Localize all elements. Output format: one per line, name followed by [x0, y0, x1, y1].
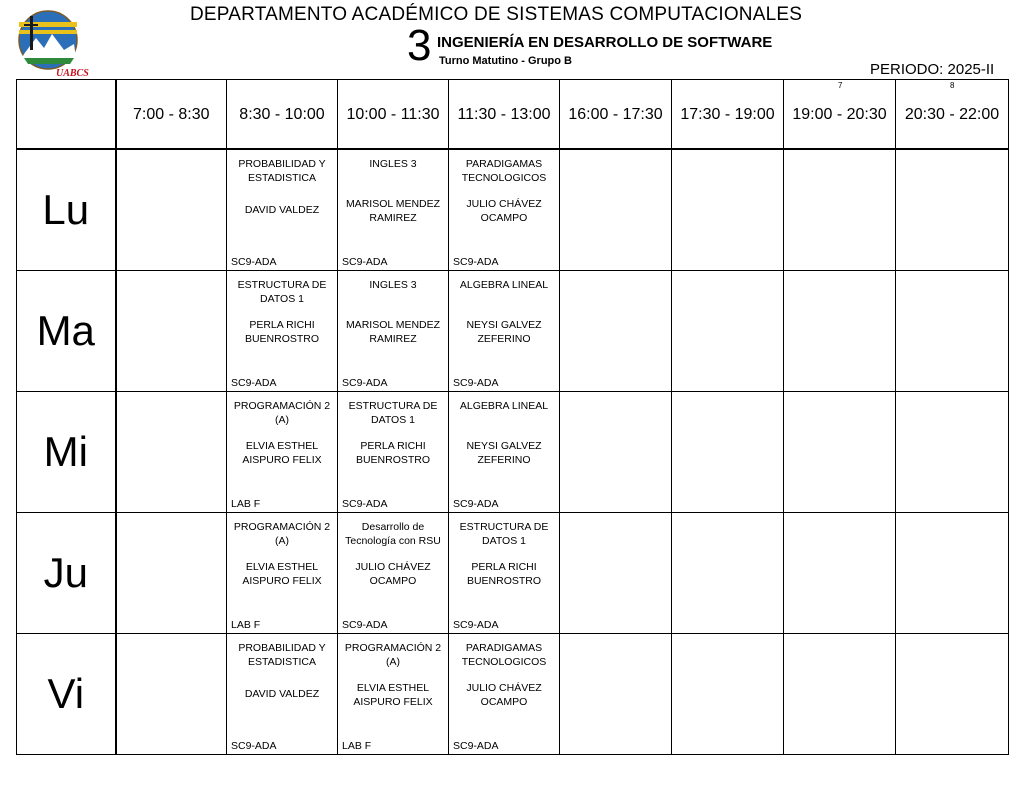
teacher-name: JULIO CHÁVEZ OCAMPO: [355, 561, 431, 587]
class-cell: [338, 149, 449, 271]
class-cell: [338, 634, 449, 755]
class-cell: [449, 634, 560, 755]
time-slot-header: 8:30 - 10:00: [227, 80, 338, 150]
class-cell: [227, 149, 338, 271]
teacher-name: NEYSI GALVEZ ZEFERINO: [466, 319, 542, 345]
subject-name: PARADIGAMAS TECNOLOGICOS: [461, 158, 547, 184]
class-cell: [338, 271, 449, 392]
day-row: [17, 513, 1009, 634]
subject-name: ESTRUCTURA DE DATOS 1: [348, 400, 438, 426]
subject-name: ALGEBRA LINEAL: [459, 279, 549, 291]
class-cell: [449, 271, 560, 392]
empty-cell: [896, 634, 1009, 755]
teacher-name: PERLA RICHI BUENROSTRO: [466, 561, 542, 587]
day-label: Ma: [17, 271, 116, 392]
room-label: SC9-ADA: [453, 377, 499, 389]
subject-name: Desarrollo de Tecnología con RSU: [345, 521, 441, 547]
time-slot-header: 7:00 - 8:30: [116, 80, 227, 150]
teacher-name: ELVIA ESTHEL AISPURO FELIX: [353, 682, 433, 708]
teacher-name: JULIO CHÁVEZ OCAMPO: [466, 198, 542, 224]
corner-cell: [17, 80, 116, 150]
subject-name: PROBABILIDAD Y ESTADISTICA: [238, 158, 326, 184]
program-title: INGENIERÍA EN DESARROLLO DE SOFTWARE: [437, 34, 773, 51]
logo-text: UABCS: [56, 68, 89, 79]
subject-name: PARADIGAMAS TECNOLOGICOS: [461, 642, 547, 668]
empty-cell: [672, 634, 784, 755]
empty-cell: [560, 513, 672, 634]
subject-name: PROGRAMACIÓN 2 (A): [233, 521, 331, 547]
teacher-name: MARISOL MENDEZ RAMIREZ: [345, 198, 441, 224]
day-label: Mi: [17, 392, 116, 513]
room-label: SC9-ADA: [342, 377, 388, 389]
subject-name: PROGRAMACIÓN 2 (A): [233, 400, 331, 426]
subject-name: PROGRAMACIÓN 2 (A): [344, 642, 442, 668]
class-cell: [227, 513, 338, 634]
empty-cell: [560, 634, 672, 755]
empty-cell: [560, 392, 672, 513]
day-row: [17, 149, 1009, 271]
room-label: LAB F: [231, 498, 261, 510]
subject-name: INGLES 3: [369, 279, 417, 291]
empty-cell: [560, 149, 672, 271]
empty-cell: [784, 392, 896, 513]
time-slot-header: 19:00 - 20:30: [784, 80, 896, 150]
room-label: LAB F: [231, 619, 261, 631]
subject-name: ESTRUCTURA DE DATOS 1: [459, 521, 549, 547]
class-cell: [449, 513, 560, 634]
subject-name: INGLES 3: [369, 158, 417, 170]
empty-cell: [116, 513, 227, 634]
university-logo: [16, 10, 89, 79]
empty-cell: [784, 271, 896, 392]
empty-cell: [116, 634, 227, 755]
room-label: SC9-ADA: [231, 377, 277, 389]
shift-label: Turno Matutino - Grupo B: [439, 55, 572, 67]
day-row: [17, 634, 1009, 755]
class-cell: [227, 271, 338, 392]
class-cell: [227, 392, 338, 513]
empty-cell: [672, 271, 784, 392]
empty-cell: [672, 392, 784, 513]
empty-cell: [896, 271, 1009, 392]
teacher-name: JULIO CHÁVEZ OCAMPO: [466, 682, 542, 708]
day-label: Ju: [17, 513, 116, 634]
day-row: [17, 392, 1009, 513]
teacher-name: PERLA RICHI BUENROSTRO: [244, 319, 320, 345]
empty-cell: [116, 271, 227, 392]
period-label: PERIODO: 2025-II: [870, 61, 995, 78]
empty-cell: [560, 271, 672, 392]
room-label: SC9-ADA: [231, 740, 277, 752]
class-cell: [449, 392, 560, 513]
room-label: SC9-ADA: [453, 619, 499, 631]
column-mark-7: 7: [838, 81, 843, 90]
column-mark-8: 8: [950, 81, 955, 90]
time-slot-header: 16:00 - 17:30: [560, 80, 672, 150]
room-label: SC9-ADA: [231, 256, 277, 268]
day-label: Vi: [17, 634, 116, 755]
empty-cell: [116, 392, 227, 513]
department-title: DEPARTAMENTO ACADÉMICO DE SISTEMAS COMPUTACIONALES: [190, 4, 803, 25]
time-slot-header: 20:30 - 22:00: [896, 80, 1009, 150]
teacher-name: PERLA RICHI BUENROSTRO: [355, 440, 431, 466]
empty-cell: [784, 513, 896, 634]
room-label: SC9-ADA: [342, 498, 388, 510]
time-header-row: [17, 80, 1009, 150]
teacher-name: ELVIA ESTHEL AISPURO FELIX: [242, 561, 322, 587]
teacher-name: DAVID VALDEZ: [244, 688, 320, 700]
teacher-name: NEYSI GALVEZ ZEFERINO: [466, 440, 542, 466]
class-cell: [338, 392, 449, 513]
class-cell: [338, 513, 449, 634]
room-label: SC9-ADA: [453, 498, 499, 510]
day-row: [17, 271, 1009, 392]
teacher-name: ELVIA ESTHEL AISPURO FELIX: [242, 440, 322, 466]
empty-cell: [896, 149, 1009, 271]
teacher-name: DAVID VALDEZ: [244, 204, 320, 216]
empty-cell: [672, 149, 784, 271]
time-slot-header: 11:30 - 13:00: [449, 80, 560, 150]
teacher-name: MARISOL MENDEZ RAMIREZ: [345, 319, 441, 345]
room-label: LAB F: [342, 740, 372, 752]
room-label: SC9-ADA: [342, 256, 388, 268]
room-label: SC9-ADA: [453, 256, 499, 268]
room-label: SC9-ADA: [342, 619, 388, 631]
subject-name: ALGEBRA LINEAL: [459, 400, 549, 412]
empty-cell: [896, 513, 1009, 634]
empty-cell: [784, 149, 896, 271]
schedule-table: [16, 79, 1009, 755]
empty-cell: [784, 634, 896, 755]
empty-cell: [896, 392, 1009, 513]
empty-cell: [672, 513, 784, 634]
semester-number: 3: [407, 21, 432, 70]
subject-name: ESTRUCTURA DE DATOS 1: [237, 279, 327, 305]
class-cell: [449, 149, 560, 271]
day-label: Lu: [17, 149, 116, 271]
room-label: SC9-ADA: [453, 740, 499, 752]
class-cell: [227, 634, 338, 755]
subject-name: PROBABILIDAD Y ESTADISTICA: [238, 642, 326, 668]
empty-cell: [116, 149, 227, 271]
time-slot-header: 17:30 - 19:00: [672, 80, 784, 150]
time-slot-header: 10:00 - 11:30: [338, 80, 449, 150]
